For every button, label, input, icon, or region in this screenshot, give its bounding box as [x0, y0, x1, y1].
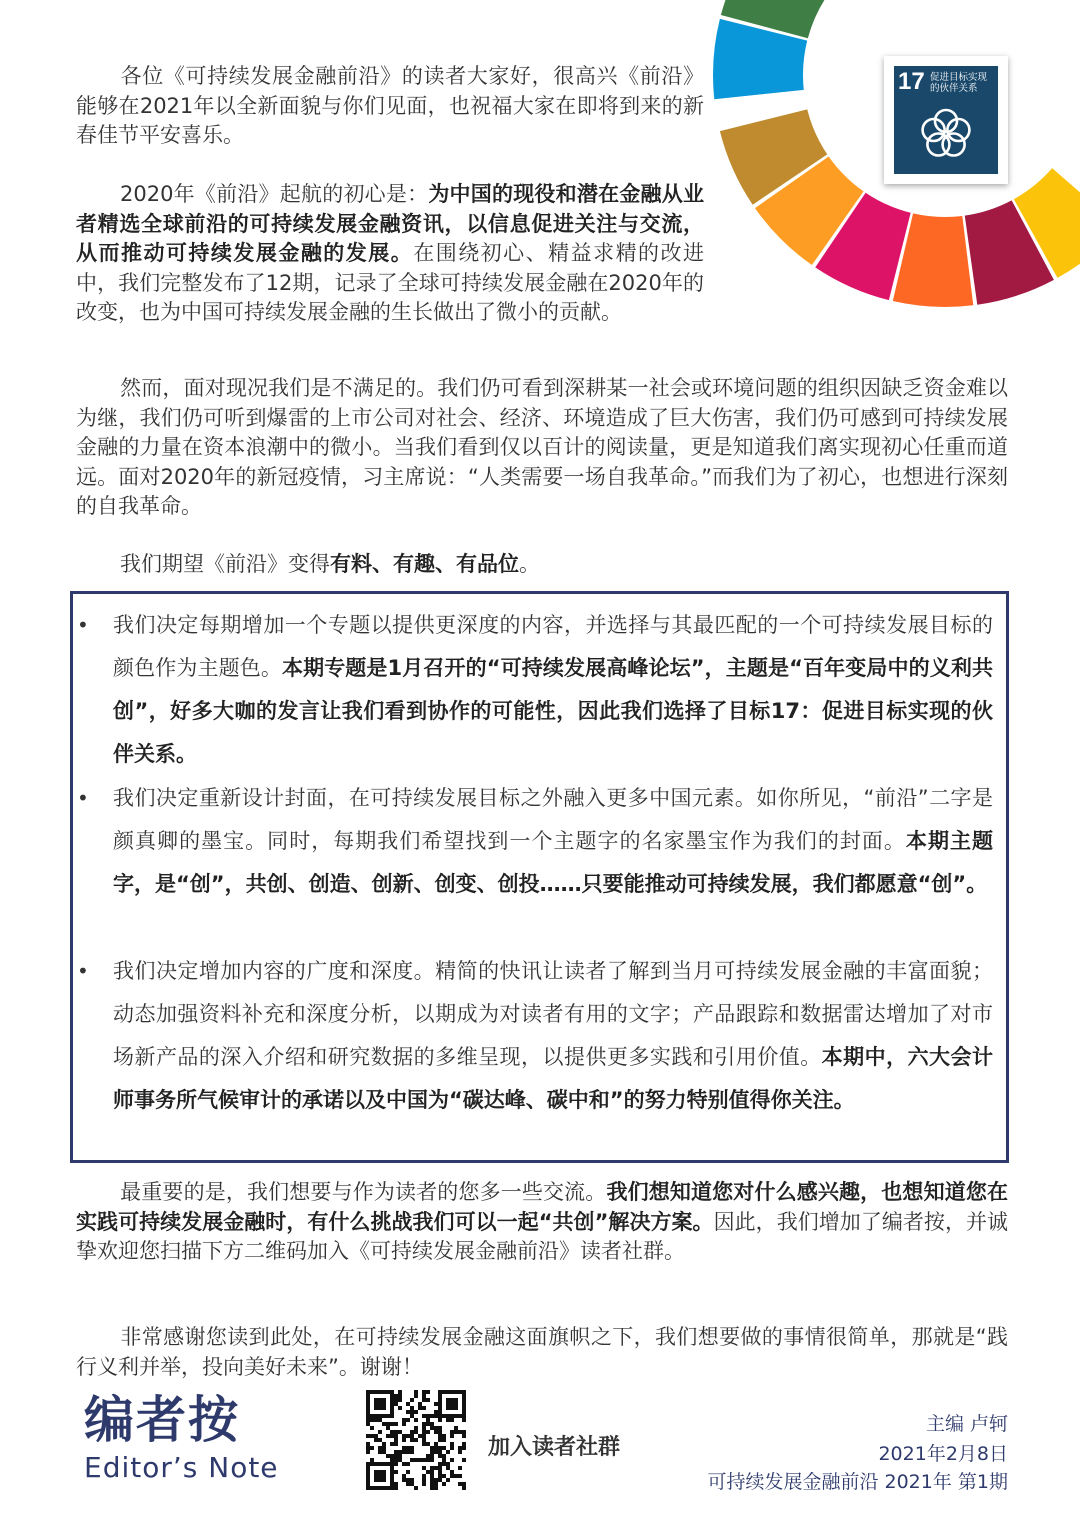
- bullet-item: • 我们决定增加内容的广度和深度。精简的快讯让读者了解到当月可持续发展金融的丰富面貌；动态加强资料补充和深度分析，以期成为对读者有用的文字；产品跟踪和数据雷达增加了对市场新产品的深入介绍和研究数据的多维呈现，以提供更多实践和引用价值。本期中，六大会计师事务所气候审计的承诺以及中国为“碳达峰、碳中和”的努力特别值得你关注。: [77, 959, 993, 1112]
- sdg-title: 促进目标实现的伙伴关系: [930, 72, 988, 94]
- expectation-paragraph: 我们期望《前沿》变得有料、有趣、有品位。: [120, 552, 540, 576]
- sdg-number: 17: [898, 68, 925, 95]
- partnership-emblem-icon: [916, 104, 976, 164]
- communication-paragraph: 最重要的是，我们想要与作为读者的您多一些交流。我们想知道您对什么感兴趣，也想知道您在实践可持续发展金融时，有什么挑战我们可以一起“共创”解决方案。因此，我们增加了编者按，并诚挚欢迎您扫描下方二维码加入《可持续发展金融前沿》读者社群。: [76, 1180, 1009, 1263]
- editors-note-subtitle: Editor’s Note: [84, 1451, 279, 1484]
- qr-code-icon[interactable]: [366, 1390, 466, 1490]
- issue-info: 可持续发展金融前沿 2021年 第1期: [707, 1471, 1008, 1493]
- changes-box: [70, 591, 1009, 1163]
- bullet-item: • 我们决定重新设计封面，在可持续发展目标之外融入更多中国元素。如你所见，“前沿”二字是颜真卿的墨宝。同时，每期我们希望找到一个主题字的名家墨宝作为我们的封面。本期主题字，是“创”，共创、创造、创新、创变、创投……只要能推动可持续发展，我们都愿意“创”。: [77, 786, 993, 896]
- reflection-paragraph: 然而，面对现况我们是不满足的。我们仍可看到深耕某一社会或环境问题的组织因缺乏资金难以为继，我们仍可听到爆雷的上市公司对社会、经济、环境造成了巨大伤害，我们仍可感到可持续发展金融的力量在资本浪潮中的微小。当我们看到仅以百计的阅读量，更是知道我们离实现初心任重而道远。面对2020年的新冠疫情，习主席说：“人类需要一场自我革命。”而我们为了初心，也想进行深刻的自我革命。: [76, 376, 1008, 518]
- editors-note-title: 编者按: [84, 1391, 240, 1449]
- origin-paragraph: 2020年《前沿》起航的初心是：为中国的现役和潜在金融从业者精选全球前沿的可持续发展金融资讯，以信息促进关注与交流，从而推动可持续发展金融的发展。在围绕初心、精益求精的改进中，我们完整发布了12期，记录了全球可持续发展金融在2020年的改变，也为中国可持续发展金融的生长做出了微小的贡献。: [76, 182, 705, 324]
- bullet-item: • 我们决定每期增加一个专题以提供更深度的内容，并选择与其最匹配的一个可持续发展目标的颜色作为主题色。本期专题是1月召开的“可持续发展高峰论坛”，主题是“百年变局中的义利共创”，好多大咖的发言让我们看到协作的可能性，因此我们选择了目标17：促进目标实现的伙伴关系。: [77, 613, 994, 766]
- sdg-17-card: [884, 56, 1008, 184]
- intro-paragraph: 各位《可持续发展金融前沿》的读者大家好，很高兴《前沿》能够在2021年以全新面貌与你们见面，也祝福大家在即将到来的新春佳节平安喜乐。: [76, 64, 704, 147]
- sdg-17-tile: [894, 66, 998, 174]
- thanks-paragraph: 非常感谢您读到此处，在可持续发展金融这面旗帜之下，我们想要做的事情很简单，那就是“践行义利并举，投向美好未来”。谢谢！: [76, 1325, 1008, 1379]
- editor-name: 主编 卢轲: [925, 1413, 1008, 1435]
- publish-date: 2021年2月8日: [878, 1443, 1008, 1465]
- join-community-label: 加入读者社群: [488, 1435, 621, 1460]
